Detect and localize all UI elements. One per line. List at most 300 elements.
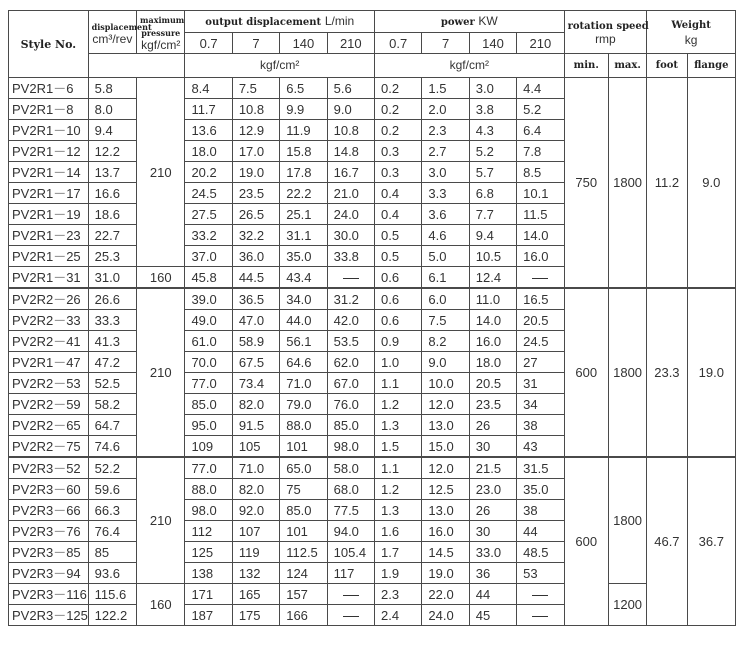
displacement-cell: 41.3 — [88, 331, 136, 352]
displacement-cell: 22.7 — [88, 225, 136, 246]
output-cell — [327, 605, 374, 626]
power-cell: 12.4 — [469, 267, 516, 289]
power-cell: 1.1 — [375, 373, 422, 394]
power-cell: 19.0 — [422, 563, 469, 584]
power-cell: 53 — [517, 563, 564, 584]
output-cell: 73.4 — [232, 373, 279, 394]
power-cell: 23.5 — [469, 394, 516, 415]
max-pressure-unit: kgf/cm² — [141, 38, 181, 52]
max-pressure-header — [137, 11, 185, 54]
output-cell: 35.0 — [280, 246, 327, 267]
power-cell: 33.0 — [469, 542, 516, 563]
output-cell: 82.0 — [232, 479, 279, 500]
output-cell: 71.0 — [280, 373, 327, 394]
displacement-cell: 8.0 — [88, 99, 136, 120]
style-no-cell: PV2R2－26 — [9, 288, 89, 310]
output-cell: 92.0 — [232, 500, 279, 521]
weight-flange-cell: 19.0 — [687, 288, 735, 457]
max-pressure-cell: 210 — [137, 457, 185, 584]
power-cell: 21.5 — [469, 457, 516, 479]
table-row — [9, 288, 736, 310]
power-p0-header: 0.7 — [375, 33, 422, 54]
output-cell: 82.0 — [232, 394, 279, 415]
output-cell: 77.5 — [327, 500, 374, 521]
output-cell: 85.0 — [185, 394, 232, 415]
power-cell — [517, 267, 564, 289]
power-cell: 2.3 — [422, 120, 469, 141]
power-cell: 18.0 — [469, 352, 516, 373]
weight-unit: kg — [684, 33, 698, 47]
power-cell: 6.0 — [422, 288, 469, 310]
displacement-cell: 76.4 — [88, 521, 136, 542]
output-cell: 125 — [185, 542, 232, 563]
output-cell: 165 — [232, 584, 279, 605]
weight-header — [647, 11, 736, 54]
output-cell: 31.2 — [327, 288, 374, 310]
output-displacement-header — [185, 11, 375, 33]
max-pressure-label: maximum pressure — [140, 15, 185, 38]
power-cell: 44 — [469, 584, 516, 605]
output-p0-header: 0.7 — [185, 33, 232, 54]
output-cell: 39.0 — [185, 288, 232, 310]
style-no-cell: PV2R1－23 — [9, 225, 89, 246]
power-cell: 38 — [517, 415, 564, 436]
output-cell: 42.0 — [327, 310, 374, 331]
style-no-cell: PV2R3－76 — [9, 521, 89, 542]
output-cell: 85.0 — [327, 415, 374, 436]
output-cell: 47.0 — [232, 310, 279, 331]
power-cell: 35.0 — [517, 479, 564, 500]
power-cell: 26 — [469, 415, 516, 436]
output-cell: 98.0 — [185, 500, 232, 521]
displacement-cell: 64.7 — [88, 415, 136, 436]
table-row — [9, 78, 736, 99]
power-cell: 1.6 — [375, 521, 422, 542]
power-cell: 6.8 — [469, 183, 516, 204]
output-cell: 56.1 — [280, 331, 327, 352]
power-cell: 13.0 — [422, 415, 469, 436]
power-cell: 9.4 — [469, 225, 516, 246]
style-no-cell: PV2R1－6 — [9, 78, 89, 99]
power-cell: 14.0 — [469, 310, 516, 331]
power-p3-header: 210 — [517, 33, 564, 54]
power-cell: 11.5 — [517, 204, 564, 225]
displacement-cell: 25.3 — [88, 246, 136, 267]
power-cell: 0.6 — [375, 288, 422, 310]
power-cell: 14.5 — [422, 542, 469, 563]
power-cell: 5.7 — [469, 162, 516, 183]
output-cell: 19.0 — [232, 162, 279, 183]
output-cell: 17.0 — [232, 141, 279, 162]
power-cell: 8.5 — [517, 162, 564, 183]
power-cell: 4.4 — [517, 78, 564, 99]
output-cell: 22.2 — [280, 183, 327, 204]
output-cell: 157 — [280, 584, 327, 605]
power-cell: 1.0 — [375, 352, 422, 373]
displacement-cell: 18.6 — [88, 204, 136, 225]
style-no-cell: PV2R1－31 — [9, 267, 89, 289]
output-cell: 76.0 — [327, 394, 374, 415]
output-cell: 11.9 — [280, 120, 327, 141]
output-cell: 24.0 — [327, 204, 374, 225]
power-cell: 3.0 — [422, 162, 469, 183]
weight-flange-header: flange — [687, 54, 735, 78]
output-cell: 105 — [232, 436, 279, 458]
output-cell: 20.2 — [185, 162, 232, 183]
power-cell — [517, 584, 564, 605]
output-cell: 6.5 — [280, 78, 327, 99]
power-unit: KW — [478, 14, 498, 28]
style-no-cell: PV2R3－125 — [9, 605, 89, 626]
displacement-cell: 58.2 — [88, 394, 136, 415]
displacement-cell: 85 — [88, 542, 136, 563]
power-p1-header: 7 — [422, 33, 469, 54]
output-p3-header: 210 — [327, 33, 374, 54]
output-cell: 58.0 — [327, 457, 374, 479]
power-cell: 10.5 — [469, 246, 516, 267]
rot-max-cell: 1200 — [608, 584, 646, 626]
power-cell: 12.0 — [422, 457, 469, 479]
output-cell: 105.4 — [327, 542, 374, 563]
output-cell — [327, 267, 374, 289]
power-cell: 20.5 — [517, 310, 564, 331]
output-cell: 175 — [232, 605, 279, 626]
power-cell: 0.5 — [375, 246, 422, 267]
rot-max-cell: 1800 — [608, 288, 646, 457]
power-cell: 27 — [517, 352, 564, 373]
power-cell: 0.6 — [375, 310, 422, 331]
output-cell: 107 — [232, 521, 279, 542]
output-cell: 21.0 — [327, 183, 374, 204]
displacement-unit: cm³/rev — [92, 31, 133, 46]
power-cell: 3.0 — [469, 78, 516, 99]
output-cell: 10.8 — [327, 120, 374, 141]
weight-foot-cell: 23.3 — [647, 288, 687, 457]
output-cell: 77.0 — [185, 457, 232, 479]
style-no-cell: PV2R3－94 — [9, 563, 89, 584]
output-cell: 16.7 — [327, 162, 374, 183]
style-no-cell: PV2R1－8 — [9, 99, 89, 120]
power-cell: 0.2 — [375, 99, 422, 120]
power-cell: 34 — [517, 394, 564, 415]
power-cell: 8.2 — [422, 331, 469, 352]
power-cell: 3.8 — [469, 99, 516, 120]
power-cell: 22.0 — [422, 584, 469, 605]
output-label: output displacement — [205, 17, 322, 28]
output-cell: 45.8 — [185, 267, 232, 289]
weight-flange-cell: 9.0 — [687, 78, 735, 289]
displacement-cell: 13.7 — [88, 162, 136, 183]
displacement-cell: 47.2 — [88, 352, 136, 373]
rotation-header — [564, 11, 647, 54]
power-cell: 2.4 — [375, 605, 422, 626]
power-cell: 9.0 — [422, 352, 469, 373]
style-no-cell: PV2R1－17 — [9, 183, 89, 204]
power-cell: 6.1 — [422, 267, 469, 289]
output-cell: 53.5 — [327, 331, 374, 352]
output-cell: 8.4 — [185, 78, 232, 99]
power-cell: 1.5 — [422, 78, 469, 99]
output-cell: 132 — [232, 563, 279, 584]
output-cell: 24.5 — [185, 183, 232, 204]
output-cell: 33.8 — [327, 246, 374, 267]
style-no-cell: PV2R1－12 — [9, 141, 89, 162]
blank-header-cell — [88, 54, 185, 78]
output-cell: 26.5 — [232, 204, 279, 225]
power-cell: 31 — [517, 373, 564, 394]
output-cell: 61.0 — [185, 331, 232, 352]
power-cell: 6.4 — [517, 120, 564, 141]
power-cell: 0.3 — [375, 141, 422, 162]
power-cell: 1.5 — [375, 436, 422, 458]
displacement-cell: 9.4 — [88, 120, 136, 141]
power-cell: 1.9 — [375, 563, 422, 584]
style-no-cell: PV2R2－33 — [9, 310, 89, 331]
rot-max-cell: 1800 — [608, 78, 646, 289]
output-cell: 117 — [327, 563, 374, 584]
spec-table-body — [9, 78, 736, 626]
output-cell: 7.5 — [232, 78, 279, 99]
output-cell: 88.0 — [185, 479, 232, 500]
output-cell: 171 — [185, 584, 232, 605]
output-cell: 68.0 — [327, 479, 374, 500]
power-header — [375, 11, 565, 33]
power-cell: 0.5 — [375, 225, 422, 246]
power-cell: 0.6 — [375, 267, 422, 289]
output-cell: 30.0 — [327, 225, 374, 246]
power-p2-header: 140 — [469, 33, 516, 54]
output-cell: 166 — [280, 605, 327, 626]
output-cell: 138 — [185, 563, 232, 584]
power-cell: 12.0 — [422, 394, 469, 415]
dash-mark — [343, 278, 359, 279]
power-cell: 7.8 — [517, 141, 564, 162]
style-no-cell: PV2R2－65 — [9, 415, 89, 436]
dash-mark — [532, 278, 548, 279]
power-cell — [517, 605, 564, 626]
power-cell: 23.0 — [469, 479, 516, 500]
output-cell: 77.0 — [185, 373, 232, 394]
output-cell: 49.0 — [185, 310, 232, 331]
power-cell: 16.0 — [469, 331, 516, 352]
displacement-cell: 74.6 — [88, 436, 136, 458]
style-no-cell: PV2R1－25 — [9, 246, 89, 267]
style-no-header: Style No. — [9, 11, 89, 78]
output-cell: 67.5 — [232, 352, 279, 373]
displacement-cell: 33.3 — [88, 310, 136, 331]
weight-foot-cell: 46.7 — [647, 457, 687, 626]
output-cell: 101 — [280, 436, 327, 458]
output-cell: 91.5 — [232, 415, 279, 436]
power-cell: 3.6 — [422, 204, 469, 225]
power-cell: 2.7 — [422, 141, 469, 162]
power-cell: 1.1 — [375, 457, 422, 479]
power-cell: 2.0 — [422, 99, 469, 120]
power-cell: 11.0 — [469, 288, 516, 310]
power-cell: 1.2 — [375, 394, 422, 415]
power-kgf-unit: kgf/cm² — [375, 54, 565, 78]
output-cell: 112 — [185, 521, 232, 542]
style-no-cell: PV2R3－66 — [9, 500, 89, 521]
power-cell: 1.2 — [375, 479, 422, 500]
rot-max-header: max. — [608, 54, 646, 78]
rot-min-cell: 600 — [564, 288, 608, 457]
output-cell: 67.0 — [327, 373, 374, 394]
power-cell: 5.0 — [422, 246, 469, 267]
power-cell: 1.3 — [375, 415, 422, 436]
output-cell: 109 — [185, 436, 232, 458]
output-cell: 94.0 — [327, 521, 374, 542]
weight-flange-cell: 36.7 — [687, 457, 735, 626]
output-cell: 23.5 — [232, 183, 279, 204]
pump-spec-table — [8, 10, 736, 626]
weight-label: Weight — [671, 20, 711, 31]
power-cell: 5.2 — [517, 99, 564, 120]
power-cell: 10.1 — [517, 183, 564, 204]
displacement-cell: 26.6 — [88, 288, 136, 310]
style-no-cell: PV2R1－19 — [9, 204, 89, 225]
power-cell: 30 — [469, 436, 516, 458]
rot-max-cell: 1800 — [608, 457, 646, 584]
power-cell: 1.3 — [375, 500, 422, 521]
power-cell: 0.2 — [375, 120, 422, 141]
displacement-cell: 31.0 — [88, 267, 136, 289]
rot-min-header: min. — [564, 54, 608, 78]
output-cell: 101 — [280, 521, 327, 542]
power-cell: 38 — [517, 500, 564, 521]
output-cell: 95.0 — [185, 415, 232, 436]
power-cell: 0.4 — [375, 183, 422, 204]
output-cell: 12.9 — [232, 120, 279, 141]
displacement-cell: 66.3 — [88, 500, 136, 521]
displacement-cell: 59.6 — [88, 479, 136, 500]
displacement-cell: 93.6 — [88, 563, 136, 584]
displacement-cell: 12.2 — [88, 141, 136, 162]
displacement-cell: 5.8 — [88, 78, 136, 99]
displacement-cell: 16.6 — [88, 183, 136, 204]
style-no-cell: PV2R3－60 — [9, 479, 89, 500]
max-pressure-cell: 210 — [137, 78, 185, 267]
output-cell: 9.0 — [327, 99, 374, 120]
power-cell: 24.5 — [517, 331, 564, 352]
power-cell: 10.0 — [422, 373, 469, 394]
output-cell: 44.5 — [232, 267, 279, 289]
output-cell: 79.0 — [280, 394, 327, 415]
power-cell: 48.5 — [517, 542, 564, 563]
power-cell: 12.5 — [422, 479, 469, 500]
max-pressure-cell: 160 — [137, 584, 185, 626]
output-cell: 112.5 — [280, 542, 327, 563]
dash-mark — [343, 595, 359, 596]
displacement-cell: 115.6 — [88, 584, 136, 605]
output-cell: 15.8 — [280, 141, 327, 162]
displacement-cell: 122.2 — [88, 605, 136, 626]
output-cell: 11.7 — [185, 99, 232, 120]
style-no-cell: PV2R2－53 — [9, 373, 89, 394]
output-cell: 64.6 — [280, 352, 327, 373]
style-no-cell: PV2R1－14 — [9, 162, 89, 183]
displacement-header — [88, 11, 152, 54]
power-cell: 0.4 — [375, 204, 422, 225]
style-no-cell: PV2R3－85 — [9, 542, 89, 563]
style-no-cell: PV2R3－52 — [9, 457, 89, 479]
output-cell: 36.5 — [232, 288, 279, 310]
style-no-cell: PV2R3－116 — [9, 584, 89, 605]
output-cell: 71.0 — [232, 457, 279, 479]
power-cell: 15.0 — [422, 436, 469, 458]
output-kgf-unit: kgf/cm² — [185, 54, 375, 78]
style-no-cell: PV2R1－47 — [9, 352, 89, 373]
output-cell: 10.8 — [232, 99, 279, 120]
power-cell: 1.7 — [375, 542, 422, 563]
output-cell: 32.2 — [232, 225, 279, 246]
power-cell: 45 — [469, 605, 516, 626]
power-cell: 14.0 — [517, 225, 564, 246]
max-pressure-cell: 210 — [137, 288, 185, 457]
power-label: power — [440, 17, 475, 28]
output-cell: 5.6 — [327, 78, 374, 99]
power-cell: 3.3 — [422, 183, 469, 204]
power-cell: 0.9 — [375, 331, 422, 352]
output-cell: 9.9 — [280, 99, 327, 120]
output-cell: 36.0 — [232, 246, 279, 267]
output-cell: 88.0 — [280, 415, 327, 436]
power-cell: 5.2 — [469, 141, 516, 162]
displacement-label: displacement — [91, 21, 152, 32]
power-cell: 4.6 — [422, 225, 469, 246]
output-cell: 124 — [280, 563, 327, 584]
output-cell: 75 — [280, 479, 327, 500]
power-cell: 2.3 — [375, 584, 422, 605]
dash-mark — [343, 616, 359, 617]
style-no-cell: PV2R2－41 — [9, 331, 89, 352]
table-row — [9, 457, 736, 479]
power-cell: 43 — [517, 436, 564, 458]
output-cell: 44.0 — [280, 310, 327, 331]
dash-mark — [532, 616, 548, 617]
power-cell: 36 — [469, 563, 516, 584]
output-cell: 119 — [232, 542, 279, 563]
rot-min-cell: 750 — [564, 78, 608, 289]
dash-mark — [532, 595, 548, 596]
output-p2-header: 140 — [280, 33, 327, 54]
power-cell: 7.5 — [422, 310, 469, 331]
output-cell: 70.0 — [185, 352, 232, 373]
output-cell: 13.6 — [185, 120, 232, 141]
output-cell: 62.0 — [327, 352, 374, 373]
output-cell: 65.0 — [280, 457, 327, 479]
output-p1-header: 7 — [232, 33, 279, 54]
power-cell: 26 — [469, 500, 516, 521]
output-unit: L/min — [324, 14, 355, 28]
output-cell: 14.8 — [327, 141, 374, 162]
displacement-cell: 52.2 — [88, 457, 136, 479]
output-cell: 43.4 — [280, 267, 327, 289]
output-cell: 33.2 — [185, 225, 232, 246]
output-cell: 34.0 — [280, 288, 327, 310]
power-cell: 31.5 — [517, 457, 564, 479]
output-cell: 18.0 — [185, 141, 232, 162]
rot-min-cell: 600 — [564, 457, 608, 626]
output-cell: 25.1 — [280, 204, 327, 225]
output-cell: 85.0 — [280, 500, 327, 521]
weight-foot-cell: 11.2 — [647, 78, 687, 289]
output-cell: 27.5 — [185, 204, 232, 225]
output-cell: 187 — [185, 605, 232, 626]
weight-foot-header: foot — [647, 54, 687, 78]
rotation-unit: rmp — [595, 32, 616, 46]
output-cell: 58.9 — [232, 331, 279, 352]
